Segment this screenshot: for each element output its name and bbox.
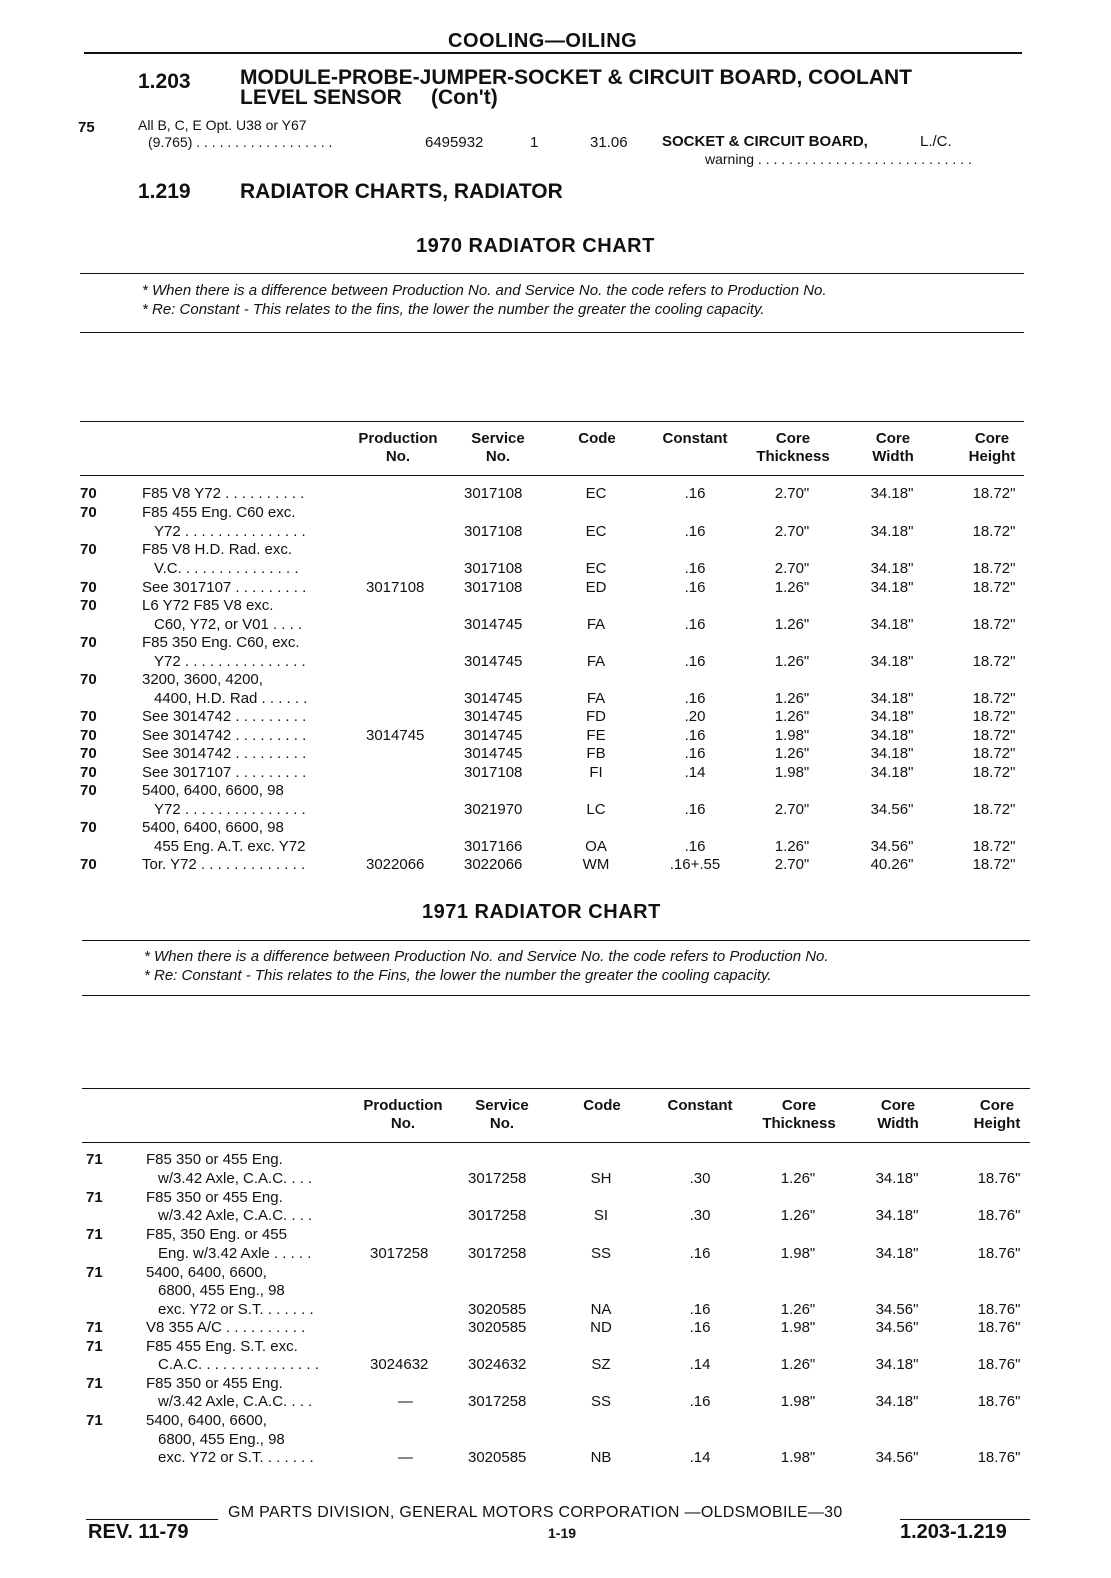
row-description: w/3.42 Axle, C.A.C. . . . <box>158 1393 313 1410</box>
section-number-1219: 1.219 <box>138 180 191 203</box>
row-core-thickness: 1.26" <box>774 615 810 633</box>
row-year: 70 <box>80 782 97 799</box>
row-code: FD <box>586 708 606 725</box>
footer-page-number: 1-19 <box>548 1525 577 1541</box>
row-core-height: 18.72" <box>972 837 1016 855</box>
row-constant: .16 <box>684 652 706 670</box>
row-core-width: 34.18" <box>870 763 914 781</box>
item-year: 75 <box>78 119 95 136</box>
row-year: 71 <box>86 1151 103 1168</box>
row-core-width: 34.18" <box>870 522 914 540</box>
row-code: LC <box>586 800 606 818</box>
row-description: exc. Y72 or S.T. . . . . . . <box>158 1449 314 1466</box>
row-core-width: 34.56" <box>875 1300 919 1318</box>
row-code: NA <box>590 1300 612 1318</box>
row-core-width: 40.26" <box>870 856 914 873</box>
item-desc-line2: (9.765) . . . . . . . . . . . . . . . . . . <box>148 134 333 150</box>
row-production-no: — <box>398 1449 413 1466</box>
row-core-thickness: 1.26" <box>774 578 810 596</box>
row-service-no: 3022066 <box>464 856 523 873</box>
row-core-thickness: 2.70" <box>774 522 810 540</box>
row-core-thickness: 2.70" <box>774 800 810 818</box>
chart-1971-header-production <box>357 1097 449 1133</box>
row-description: V8 355 A/C . . . . . . . . . . <box>146 1319 306 1336</box>
chart-1971-note-rule-bottom <box>82 995 1030 996</box>
row-core-height: 18.76" <box>977 1169 1021 1187</box>
row-code: EC <box>585 485 607 502</box>
row-code: FA <box>586 652 606 670</box>
row-description: 455 Eng. A.T. exc. Y72 <box>154 837 306 855</box>
row-year: 70 <box>80 504 97 521</box>
row-year: 71 <box>86 1188 103 1206</box>
header-line: Thickness <box>756 448 830 465</box>
row-core-width: 34.18" <box>875 1393 919 1410</box>
row-core-height: 18.72" <box>972 708 1016 725</box>
row-description: 5400, 6400, 6600, <box>146 1263 267 1281</box>
chart-1971-table-rule-header <box>82 1142 1030 1143</box>
header-line: Core <box>775 430 811 447</box>
row-service-no: 3014745 <box>464 615 523 633</box>
row-description: F85 350 Eng. C60, exc. <box>142 634 300 651</box>
row-core-width: 34.56" <box>870 800 914 818</box>
footer-rule-right <box>900 1519 1030 1520</box>
header-line: Code <box>578 430 616 447</box>
row-constant: .30 <box>689 1169 711 1187</box>
header-line: Core <box>880 1097 916 1114</box>
row-service-no: 3024632 <box>468 1356 527 1373</box>
chart-1971-note-2: * Re: Constant - This relates to the Fins, the lower the number the greater the cooling capacity. <box>144 967 772 984</box>
row-core-height: 18.76" <box>977 1244 1021 1262</box>
row-year: 71 <box>86 1319 103 1336</box>
chart-1971-header-core-width <box>865 1097 931 1133</box>
header-line: Core <box>875 430 911 447</box>
header-line: Core <box>974 430 1010 447</box>
row-constant: .16 <box>689 1300 711 1318</box>
row-year: 70 <box>80 708 97 725</box>
row-core-height: 18.72" <box>972 578 1016 596</box>
row-year: 71 <box>86 1263 103 1281</box>
row-code: ED <box>585 578 607 596</box>
row-core-thickness: 1.26" <box>780 1169 816 1187</box>
row-constant: .14 <box>689 1449 711 1466</box>
row-code: FI <box>589 763 603 781</box>
row-code: SZ <box>591 1356 611 1373</box>
row-description: Tor. Y72 . . . . . . . . . . . . . <box>142 856 306 873</box>
row-description: F85 455 Eng. C60 exc. <box>142 504 296 521</box>
footer-publisher: GM PARTS DIVISION, GENERAL MOTORS CORPORATION —OLDSMOBILE—30 <box>228 1504 843 1521</box>
row-core-width: 34.18" <box>870 689 914 707</box>
row-constant: .16+.55 <box>669 856 721 873</box>
item-price: 31.06 <box>590 134 628 151</box>
row-production-no: 3017108 <box>366 578 425 596</box>
row-year: 70 <box>80 745 97 762</box>
row-service-no: 3020585 <box>468 1300 527 1318</box>
header-line: Constant <box>662 430 728 447</box>
item-desc-line1: All B, C, E Opt. U38 or Y67 <box>138 117 307 133</box>
row-description: F85 V8 H.D. Rad. exc. <box>142 541 293 558</box>
row-core-width: 34.18" <box>875 1244 919 1262</box>
header-line: Height <box>968 448 1016 465</box>
chart-1970-header-core-width <box>860 430 926 466</box>
header-line: Service <box>471 430 525 447</box>
row-constant: .16 <box>684 578 706 596</box>
header-line: Core <box>979 1097 1015 1114</box>
row-core-height: 18.72" <box>972 615 1016 633</box>
chart-1971-header-service <box>467 1097 537 1133</box>
header-line: Thickness <box>762 1115 836 1132</box>
row-constant: .16 <box>689 1319 711 1336</box>
row-service-no: 3014745 <box>464 689 523 707</box>
row-core-width: 34.18" <box>870 726 914 744</box>
row-production-no: 3024632 <box>370 1356 429 1373</box>
row-core-width: 34.18" <box>875 1169 919 1187</box>
row-service-no: 3017258 <box>468 1393 527 1410</box>
chart-1971-title: 1971 RADIATOR CHART <box>422 901 661 923</box>
row-year: 70 <box>80 763 97 781</box>
header-line: No. <box>385 448 411 465</box>
row-description: 5400, 6400, 6600, 98 <box>142 782 284 799</box>
header-line: Constant <box>667 1097 733 1114</box>
row-core-height: 18.72" <box>972 763 1016 781</box>
row-core-height: 18.72" <box>972 689 1016 707</box>
row-description: F85 V8 Y72 . . . . . . . . . . <box>142 485 305 502</box>
row-core-thickness: 2.70" <box>774 559 810 577</box>
row-core-height: 18.76" <box>977 1449 1021 1466</box>
row-core-height: 18.76" <box>977 1393 1021 1410</box>
footer-revision: REV. 11-79 <box>88 1521 189 1543</box>
row-code: SI <box>593 1207 609 1224</box>
row-code: FA <box>586 689 606 707</box>
row-code: SS <box>590 1393 611 1410</box>
row-service-no: 3017108 <box>464 763 523 781</box>
row-core-thickness: 2.70" <box>774 856 810 873</box>
row-core-thickness: 1.26" <box>780 1300 816 1318</box>
header-line: No. <box>489 1115 515 1132</box>
row-constant: .16 <box>684 837 706 855</box>
row-service-no: 3017166 <box>464 837 523 855</box>
header-line: Code <box>583 1097 621 1114</box>
row-service-no: 3014745 <box>464 708 523 725</box>
row-core-width: 34.56" <box>870 837 914 855</box>
row-core-height: 18.72" <box>972 522 1016 540</box>
row-year: 70 <box>80 634 97 651</box>
row-core-thickness: 1.26" <box>780 1207 816 1224</box>
row-code: FA <box>586 615 606 633</box>
row-description: Y72 . . . . . . . . . . . . . . . <box>154 800 306 818</box>
header-rule <box>84 52 1022 54</box>
row-description: V.C. . . . . . . . . . . . . . . <box>154 559 299 577</box>
row-core-thickness: 1.26" <box>774 708 810 725</box>
chart-1971-header-code <box>573 1097 631 1115</box>
row-core-thickness: 1.98" <box>780 1244 816 1262</box>
header-line: Production <box>363 1097 443 1114</box>
row-core-thickness: 1.98" <box>780 1319 816 1336</box>
row-service-no: 3020585 <box>468 1319 527 1336</box>
row-core-height: 18.72" <box>972 745 1016 762</box>
row-core-width: 34.18" <box>875 1356 919 1373</box>
chart-1971-note-1: * When there is a difference between Production No. and Service No. the code refers to Production No. <box>144 948 829 965</box>
row-description: See 3017107 . . . . . . . . . <box>142 578 307 596</box>
header-line: Width <box>872 448 914 465</box>
row-year: 70 <box>80 726 97 744</box>
row-constant: .16 <box>684 485 706 502</box>
row-core-thickness: 1.26" <box>774 837 810 855</box>
row-constant: .16 <box>684 745 706 762</box>
row-core-height: 18.72" <box>972 485 1016 502</box>
chart-1970-header-core-thickness <box>748 430 838 466</box>
section-title-1203-line2: LEVEL SENSOR (Con't) <box>240 86 498 109</box>
row-core-width: 34.18" <box>875 1207 919 1224</box>
row-core-thickness: 1.26" <box>774 652 810 670</box>
row-description: Y72 . . . . . . . . . . . . . . . <box>154 652 306 670</box>
row-description: See 3014742 . . . . . . . . . <box>142 708 307 725</box>
row-core-width: 34.18" <box>870 485 914 502</box>
header-line: No. <box>390 1115 416 1132</box>
row-core-thickness: 2.70" <box>774 485 810 502</box>
header-line: Core <box>781 1097 817 1114</box>
row-core-height: 18.72" <box>972 559 1016 577</box>
row-core-height: 18.76" <box>977 1207 1021 1224</box>
row-description: 5400, 6400, 6600, 98 <box>142 819 284 836</box>
header-line: Width <box>877 1115 919 1132</box>
row-description: 5400, 6400, 6600, <box>146 1412 267 1429</box>
row-service-no: 3020585 <box>468 1449 527 1466</box>
chart-1970-note-1: * When there is a difference between Production No. and Service No. the code refers to Production No. <box>142 282 827 299</box>
row-core-width: 34.18" <box>870 652 914 670</box>
footer-rule-left <box>86 1519 218 1520</box>
row-production-no: 3014745 <box>366 726 425 744</box>
row-description: exc. Y72 or S.T. . . . . . . <box>158 1300 314 1318</box>
row-year: 70 <box>80 856 97 873</box>
section-title-1219: RADIATOR CHARTS, RADIATOR <box>240 180 563 203</box>
chart-1970-table-rule-top <box>80 421 1024 422</box>
row-core-height: 18.72" <box>972 800 1016 818</box>
row-description: C60, Y72, or V01 . . . . <box>154 615 303 633</box>
row-service-no: 3014745 <box>464 745 523 762</box>
row-constant: .16 <box>684 559 706 577</box>
row-description: F85, 350 Eng. or 455 <box>146 1226 287 1243</box>
header-line: No. <box>485 448 511 465</box>
footer-section-range: 1.203-1.219 <box>900 1521 1007 1543</box>
row-constant: .16 <box>684 800 706 818</box>
row-core-height: 18.76" <box>977 1356 1021 1373</box>
row-service-no: 3017258 <box>468 1169 527 1187</box>
row-description: F85 350 or 455 Eng. <box>146 1188 283 1206</box>
row-core-height: 18.72" <box>972 856 1016 873</box>
row-constant: .16 <box>684 615 706 633</box>
row-service-no: 3014745 <box>464 652 523 670</box>
chart-1970-header-service <box>463 430 533 466</box>
row-description: F85 350 or 455 Eng. <box>146 1151 283 1168</box>
row-constant: .16 <box>684 689 706 707</box>
row-service-no: 3017258 <box>468 1207 527 1224</box>
row-constant: .16 <box>684 522 706 540</box>
chart-1970-table-rule-header <box>80 475 1024 476</box>
row-core-thickness: 1.98" <box>780 1393 816 1410</box>
row-code: EC <box>585 522 607 540</box>
item-part-number: 6495932 <box>425 134 484 151</box>
chart-1970-note-rule-bottom <box>80 332 1024 333</box>
row-description: 6800, 455 Eng., 98 <box>158 1282 285 1299</box>
row-production-no: 3017258 <box>370 1244 429 1262</box>
row-description: C.A.C. . . . . . . . . . . . . . . <box>158 1356 319 1373</box>
row-production-no: 3022066 <box>366 856 425 873</box>
item-name: SOCKET & CIRCUIT BOARD, <box>662 133 868 150</box>
row-year: 70 <box>80 485 97 502</box>
chart-1970-header-production <box>352 430 444 466</box>
row-code: SS <box>590 1244 611 1262</box>
row-code: OA <box>585 837 607 855</box>
row-constant: .14 <box>689 1356 711 1373</box>
chart-1971-header-constant <box>657 1097 743 1115</box>
chart-1970-header-constant <box>652 430 738 448</box>
row-code: NB <box>590 1449 612 1466</box>
row-code: SH <box>590 1169 612 1187</box>
row-core-width: 34.56" <box>875 1449 919 1466</box>
row-service-no: 3017108 <box>464 485 523 502</box>
row-service-no: 3017108 <box>464 522 523 540</box>
row-year: 70 <box>80 541 97 558</box>
row-core-height: 18.76" <box>977 1300 1021 1318</box>
row-description: w/3.42 Axle, C.A.C. . . . <box>158 1169 313 1187</box>
chart-1970-header-core-height <box>958 430 1026 466</box>
chart-1971-header-core-thickness <box>754 1097 844 1133</box>
row-core-width: 34.18" <box>870 708 914 725</box>
row-core-width: 34.18" <box>870 578 914 596</box>
section-number-1203: 1.203 <box>138 70 191 93</box>
row-year: 71 <box>86 1337 103 1355</box>
chart-1970-note-2: * Re: Constant - This relates to the fins, the lower the number the greater the cooling capacity. <box>142 301 765 318</box>
row-core-thickness: 1.26" <box>774 689 810 707</box>
row-year: 70 <box>80 578 97 596</box>
header-line: Service <box>475 1097 529 1114</box>
chart-1971-header-core-height <box>963 1097 1031 1133</box>
row-code: ND <box>590 1319 612 1336</box>
row-service-no: 3017108 <box>464 578 523 596</box>
row-code: FE <box>586 726 606 744</box>
row-core-width: 34.56" <box>875 1319 919 1336</box>
row-constant: .16 <box>689 1393 711 1410</box>
row-description: w/3.42 Axle, C.A.C. . . . <box>158 1207 313 1224</box>
row-description: See 3014742 . . . . . . . . . <box>142 726 307 744</box>
row-core-width: 34.18" <box>870 559 914 577</box>
chart-1971-note-rule-top <box>82 940 1030 941</box>
row-description: See 3017107 . . . . . . . . . <box>142 763 307 781</box>
row-description: Y72 . . . . . . . . . . . . . . . <box>154 522 306 540</box>
row-code: FB <box>586 745 606 762</box>
row-core-thickness: 1.98" <box>780 1449 816 1466</box>
chart-1970-note-rule-top <box>80 273 1024 274</box>
chart-1970-header-code <box>568 430 626 448</box>
row-description: F85 350 or 455 Eng. <box>146 1374 283 1392</box>
chart-1971-table-rule-top <box>82 1088 1030 1089</box>
row-constant: .14 <box>684 763 706 781</box>
row-service-no: 3014745 <box>464 726 523 744</box>
header-line: Height <box>973 1115 1021 1132</box>
row-year: 70 <box>80 671 97 688</box>
header-line: Production <box>358 430 438 447</box>
row-core-thickness: 1.98" <box>774 763 810 781</box>
row-service-no: 3017258 <box>468 1244 527 1262</box>
row-constant: .16 <box>689 1244 711 1262</box>
row-description: Eng. w/3.42 Axle . . . . . <box>158 1244 312 1262</box>
row-constant: .16 <box>684 726 706 744</box>
row-core-width: 34.18" <box>870 615 914 633</box>
row-service-no: 3017108 <box>464 559 523 577</box>
row-service-no: 3021970 <box>464 800 523 818</box>
row-core-width: 34.18" <box>870 745 914 762</box>
item-note: warning . . . . . . . . . . . . . . . . . . . . . . . . . . . . <box>705 151 972 167</box>
chart-1970-title: 1970 RADIATOR CHART <box>416 235 655 257</box>
row-description: L6 Y72 F85 V8 exc. <box>142 597 274 614</box>
row-core-height: 18.72" <box>972 726 1016 744</box>
row-description: 3200, 3600, 4200, <box>142 671 263 688</box>
page-title: COOLING—OILING <box>448 30 638 52</box>
row-core-height: 18.72" <box>972 652 1016 670</box>
row-description: 4400, H.D. Rad . . . . . . <box>154 689 308 707</box>
row-year: 71 <box>86 1412 103 1429</box>
item-name-suffix: L./C. <box>920 133 952 150</box>
row-year: 70 <box>80 597 97 614</box>
row-year: 71 <box>86 1374 103 1392</box>
section-title-1203-line1: MODULE-PROBE-JUMPER-SOCKET & CIRCUIT BOARD, COOLANT <box>240 66 912 89</box>
row-code: WM <box>582 856 610 873</box>
row-constant: .20 <box>684 708 706 725</box>
row-core-thickness: 1.26" <box>780 1356 816 1373</box>
row-constant: .30 <box>689 1207 711 1224</box>
row-core-thickness: 1.26" <box>774 745 810 762</box>
row-year: 71 <box>86 1226 103 1243</box>
item-quantity: 1 <box>530 134 539 151</box>
row-core-thickness: 1.98" <box>774 726 810 744</box>
row-description: 6800, 455 Eng., 98 <box>158 1430 285 1448</box>
row-production-no: — <box>398 1393 413 1410</box>
row-code: EC <box>585 559 607 577</box>
row-year: 70 <box>80 819 97 836</box>
row-description: F85 455 Eng. S.T. exc. <box>146 1337 298 1355</box>
row-core-height: 18.76" <box>977 1319 1021 1336</box>
row-description: See 3014742 . . . . . . . . . <box>142 745 307 762</box>
